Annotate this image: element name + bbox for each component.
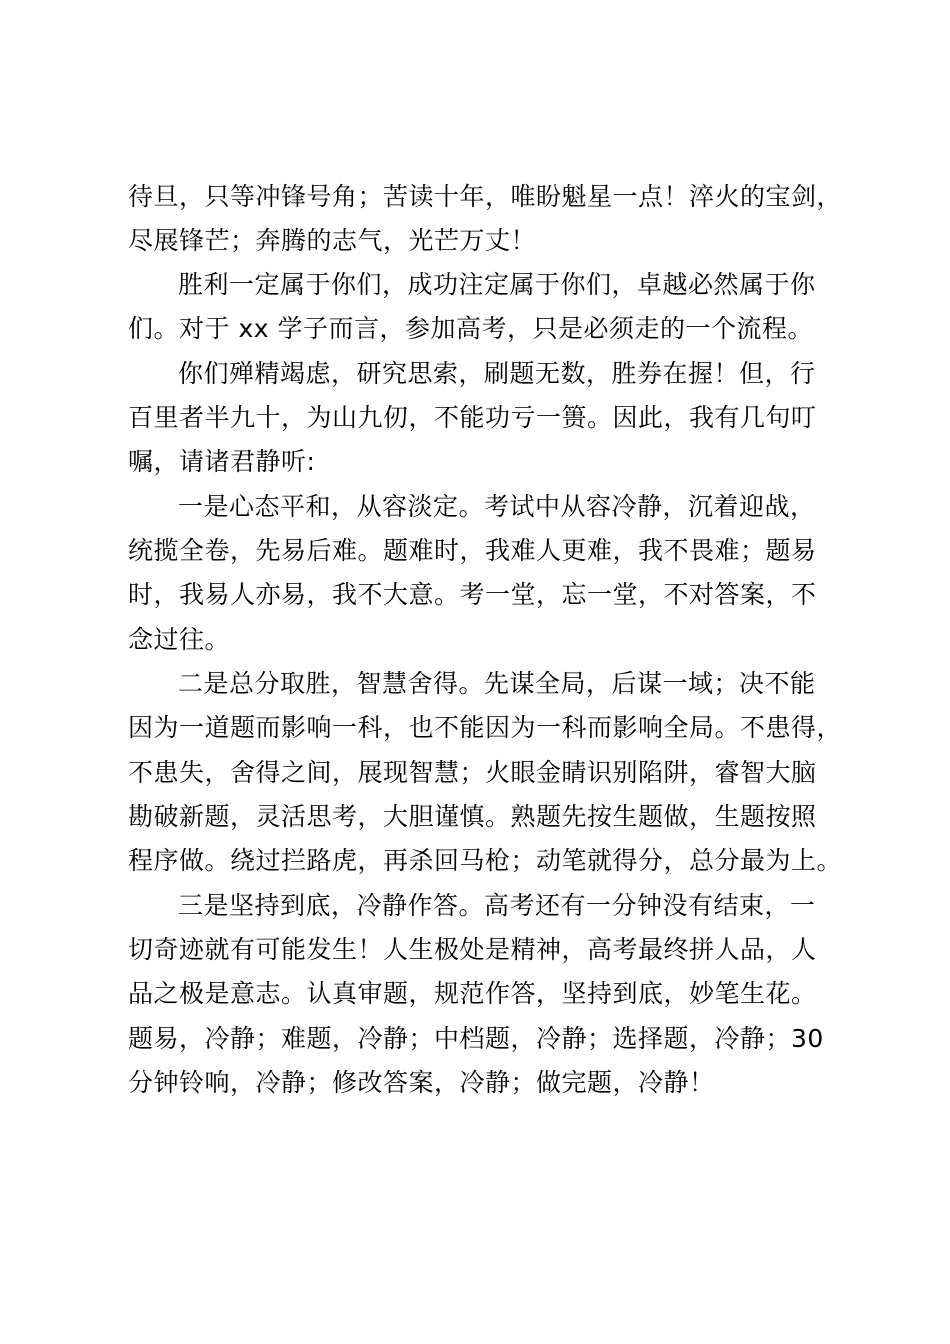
text-line: 勘破新题，灵活思考，大胆谨慎。熟题先按生题做，生题按照 — [128, 802, 817, 831]
text-line: 二是总分取胜，智慧舍得。先谋全局，后谋一域；决不能 — [178, 669, 816, 698]
text-line: 念过往。 — [128, 625, 231, 654]
text-line: 们。对于 xx 学子而言，参加高考，只是必须走的一个流程。 — [128, 314, 813, 343]
text-line: 你们殚精竭虑，研究思索，刷题无数，胜券在握！但，行 — [178, 359, 816, 388]
text-line: 一是心态平和，从容淡定。考试中从容冷静，沉着迎战， — [178, 492, 816, 521]
text-line: 三是坚持到底，冷静作答。高考还有一分钟没有结束，一 — [178, 891, 816, 920]
text-line: 品之极是意志。认真审题，规范作答，坚持到底，妙笔生花。 — [128, 979, 817, 1008]
text-line: 时，我易人亦易，我不大意。考一堂，忘一堂，不对答案，不 — [128, 580, 817, 609]
text-line: 待旦，只等冲锋号角；苦读十年，唯盼魁星一点！淬火的宝剑， — [128, 182, 843, 211]
text-line: 尽展锋芒；奔腾的志气，光芒万丈！ — [128, 226, 537, 255]
text-line: 题易，冷静；难题，冷静；中档题，冷静；选择题，冷静；30 — [128, 1024, 824, 1053]
text-line: 分钟铃响，冷静；修改答案，冷静；做完题，冷静！ — [128, 1068, 715, 1097]
text-line: 百里者半九十，为山九仞，不能功亏一篑。因此，我有几句叮 — [128, 403, 817, 432]
text-line: 切奇迹就有可能发生！人生极处是精神，高考最终拼人品，人 — [128, 935, 817, 964]
text-line: 嘱，请诸君静听: — [128, 447, 316, 476]
text-line: 程序做。绕过拦路虎，再杀回马枪；动笔就得分，总分最为上。 — [128, 846, 843, 875]
text-line: 不患失，舍得之间，展现智慧；火眼金睛识别陷阱，睿智大脑 — [128, 758, 817, 787]
text-line: 胜利一定属于你们，成功注定属于你们，卓越必然属于你 — [178, 270, 816, 299]
text-line: 统揽全卷，先易后难。题难时，我难人更难，我不畏难；题易 — [128, 536, 817, 565]
text-line: 因为一道题而影响一科，也不能因为一科而影响全局。不患得， — [128, 713, 843, 742]
